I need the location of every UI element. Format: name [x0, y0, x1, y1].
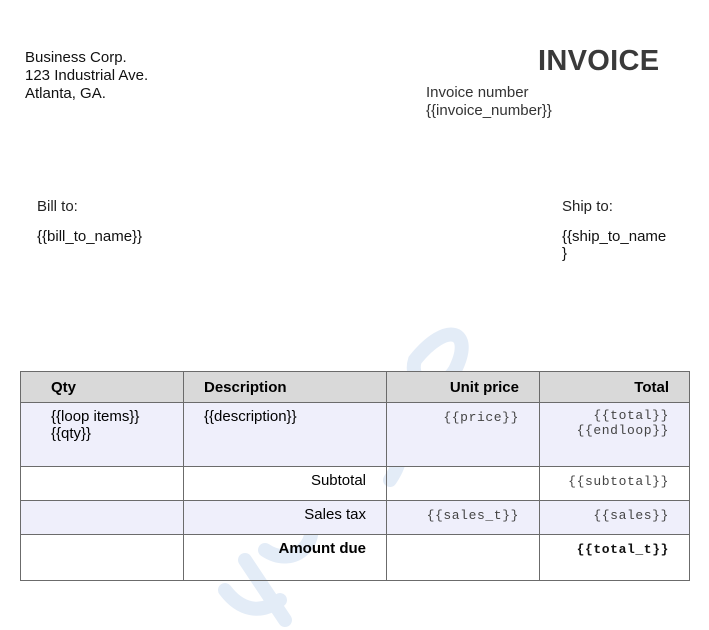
- sales-tax-row: [21, 501, 690, 535]
- amount-due-empty-cell-2: [387, 535, 540, 581]
- item-loop-start: {{loop items}}: [51, 408, 140, 425]
- invoice-title: INVOICE: [538, 45, 660, 77]
- amount-due-value-cell: [540, 535, 690, 581]
- amount-due-value: {{total_t}}: [576, 542, 669, 557]
- item-loop-end: {{endloop}}: [576, 423, 669, 438]
- sales-tax-empty-cell: [21, 501, 184, 535]
- item-qty: {{qty}}: [51, 425, 92, 442]
- subtotal-empty-cell-2: [387, 467, 540, 501]
- subtotal-empty-cell: [21, 467, 184, 501]
- header-total: Total: [540, 372, 690, 403]
- subtotal-label: Subtotal: [184, 467, 387, 501]
- subtotal-row: [21, 467, 690, 501]
- invoice-number-value: {{invoice_number}}: [426, 102, 552, 119]
- sales-tax-label: Sales tax: [184, 501, 387, 535]
- header-qty: Qty: [21, 372, 184, 403]
- sales-tax-value: {{sales}}: [593, 508, 669, 523]
- amount-due-empty-cell: [21, 535, 184, 581]
- ship-to-value-line1: {{ship_to_name: [562, 228, 667, 245]
- bill-to-value: {{bill_to_name}}: [37, 228, 143, 245]
- item-description: {{description}}: [184, 403, 387, 467]
- ship-to-label: Ship to:: [562, 198, 613, 215]
- table-header-row: [21, 372, 690, 403]
- amount-due-row: [21, 535, 690, 581]
- subtotal-value-cell: [540, 467, 690, 501]
- table-row: [21, 403, 690, 467]
- item-unit-price: {{price}}: [443, 410, 519, 425]
- bill-to-label: Bill to:: [37, 198, 78, 215]
- header-unit-price: Unit price: [387, 372, 540, 403]
- sales-tax-rate: {{sales_t}}: [426, 508, 519, 523]
- line-items-table: [20, 371, 690, 581]
- item-total: {{total}}: [593, 408, 669, 423]
- company-address: 123 Industrial Ave.: [25, 67, 149, 84]
- invoice-number-block: [426, 84, 552, 120]
- company-name: Business Corp.: [25, 49, 127, 66]
- item-qty-cell: [21, 403, 184, 467]
- item-total-cell: [540, 403, 690, 467]
- company-info: [25, 49, 148, 103]
- subtotal-value: {{subtotal}}: [568, 474, 669, 489]
- sales-tax-rate-cell: [387, 501, 540, 535]
- amount-due-label: Amount due: [184, 535, 387, 581]
- sales-tax-value-cell: [540, 501, 690, 535]
- header-description: Description: [184, 372, 387, 403]
- invoice-number-label: Invoice number: [426, 84, 529, 101]
- company-city: Atlanta, GA.: [25, 85, 106, 102]
- item-unit-price-cell: [387, 403, 540, 467]
- ship-to-value-line2: }: [562, 245, 568, 262]
- ship-to-value: [562, 228, 666, 262]
